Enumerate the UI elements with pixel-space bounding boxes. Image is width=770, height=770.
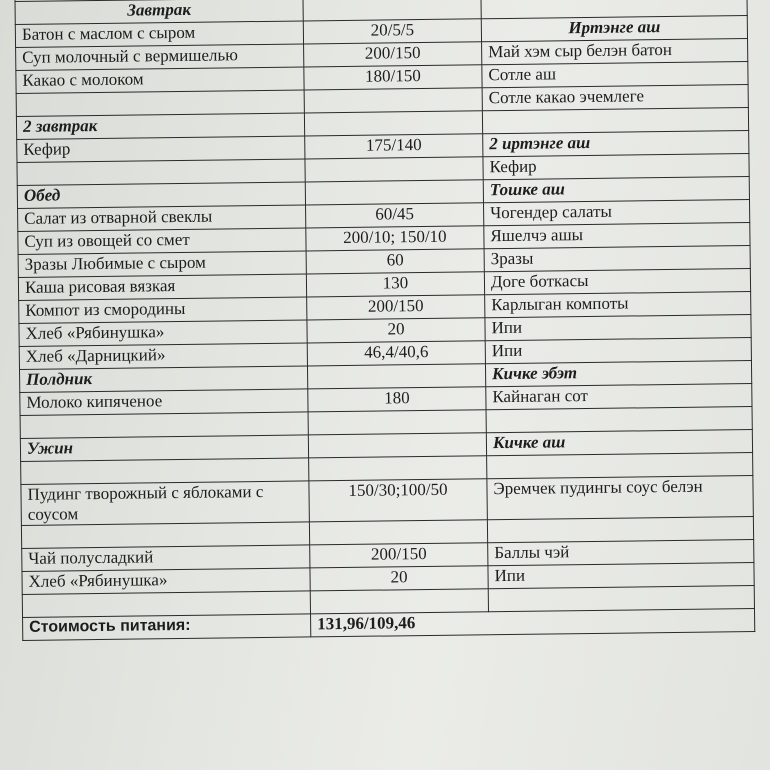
dish-norm: 46,4/40,6 <box>307 341 485 366</box>
dish-name-tt: Сотле аш <box>482 62 748 88</box>
dish-norm: 20 <box>307 318 485 343</box>
dish-name-tt: Сотле какао эчемлеге <box>482 85 748 111</box>
section-title-ru: Обед <box>17 182 305 209</box>
dish-norm: 20 <box>310 566 488 591</box>
menu-table <box>14 0 755 641</box>
dish-name: Зразы Любимые с сыром <box>18 251 306 278</box>
section-title-tt: Кичке аш <box>486 430 752 456</box>
total-value: 131,96/109,46 <box>311 609 755 637</box>
dish-norm: 60/45 <box>306 203 484 228</box>
section-title-ru: Полдник <box>20 366 308 393</box>
dish-name: Суп молочный с вермишелью <box>16 44 304 71</box>
dish-norm: 180/150 <box>304 65 482 90</box>
dish-norm: 150/30;100/50 <box>309 479 487 522</box>
dish-norm: 200/150 <box>307 295 485 320</box>
dish-name: Компот из смородины <box>19 297 307 324</box>
dish-norm: 20/5/5 <box>303 19 481 44</box>
section-title-tt: 2 иртэнге аш <box>483 131 749 157</box>
dish-name-tt: Доге боткасы <box>484 269 750 295</box>
dish-name: Батон с маслом с сыром <box>15 21 303 48</box>
dish-name-tt: Кайнаган сот <box>486 384 752 410</box>
dish-name-tt: Карлыган компоты <box>485 292 751 318</box>
dish-name: Пудинг творожный с яблоками с соусом <box>21 481 309 526</box>
dish-norm: 175/140 <box>305 134 483 159</box>
dish-name-tt: Ипи <box>488 563 754 589</box>
section-title-ru: Завтрак <box>15 0 303 24</box>
dish-name-tt: Яшелчэ ашы <box>484 223 750 249</box>
dish-norm: 180 <box>308 387 486 412</box>
dish-name-tt: Баллы чэй <box>488 540 754 566</box>
total-label: Стоимость питания: <box>23 614 311 641</box>
dish-name-tt: Зразы <box>484 246 750 272</box>
dish-name: Суп из овощей со смет <box>18 228 306 255</box>
dish-name-tt: Май хэм сыр белэн батон <box>482 39 748 65</box>
dish-name-tt: Эремчек пудингы соус белэн <box>487 476 753 520</box>
dish-norm: 200/150 <box>310 543 488 568</box>
dish-name: Какао с молоком <box>16 67 304 94</box>
dish-name-tt: Чогендер салаты <box>484 200 750 226</box>
dish-norm: 200/150 <box>304 42 482 67</box>
dish-name-tt: Ипи <box>485 315 751 341</box>
dish-name: Салат из отварной свеклы <box>18 205 306 232</box>
dish-name: Чай полусладкий <box>22 545 310 572</box>
dish-name-tt: Ипи <box>485 338 751 364</box>
dish-norm: 130 <box>306 272 484 297</box>
dish-name-tt: Кефир <box>483 154 749 180</box>
dish-name: Хлеб «Рябинушка» <box>22 568 310 595</box>
dish-norm: 60 <box>306 249 484 274</box>
section-title-ru: 2 завтрак <box>16 113 304 140</box>
section-title-ru: Ужин <box>20 435 308 462</box>
dish-norm: 200/10; 150/10 <box>306 226 484 251</box>
section-title-tt: Иртэнге аш <box>481 16 747 42</box>
dish-name: Молоко кипяченое <box>20 389 308 416</box>
dish-name: Кефир <box>17 136 305 163</box>
dish-name: Хлеб «Дарницкий» <box>19 343 307 370</box>
dish-name: Хлеб «Рябинушка» <box>19 320 307 347</box>
menu-sheet <box>14 0 756 750</box>
dish-name: Каша рисовая вязкая <box>18 274 306 301</box>
section-title-tt: Кичке эбэт <box>485 361 751 387</box>
section-title-tt: Тошке аш <box>483 177 749 203</box>
